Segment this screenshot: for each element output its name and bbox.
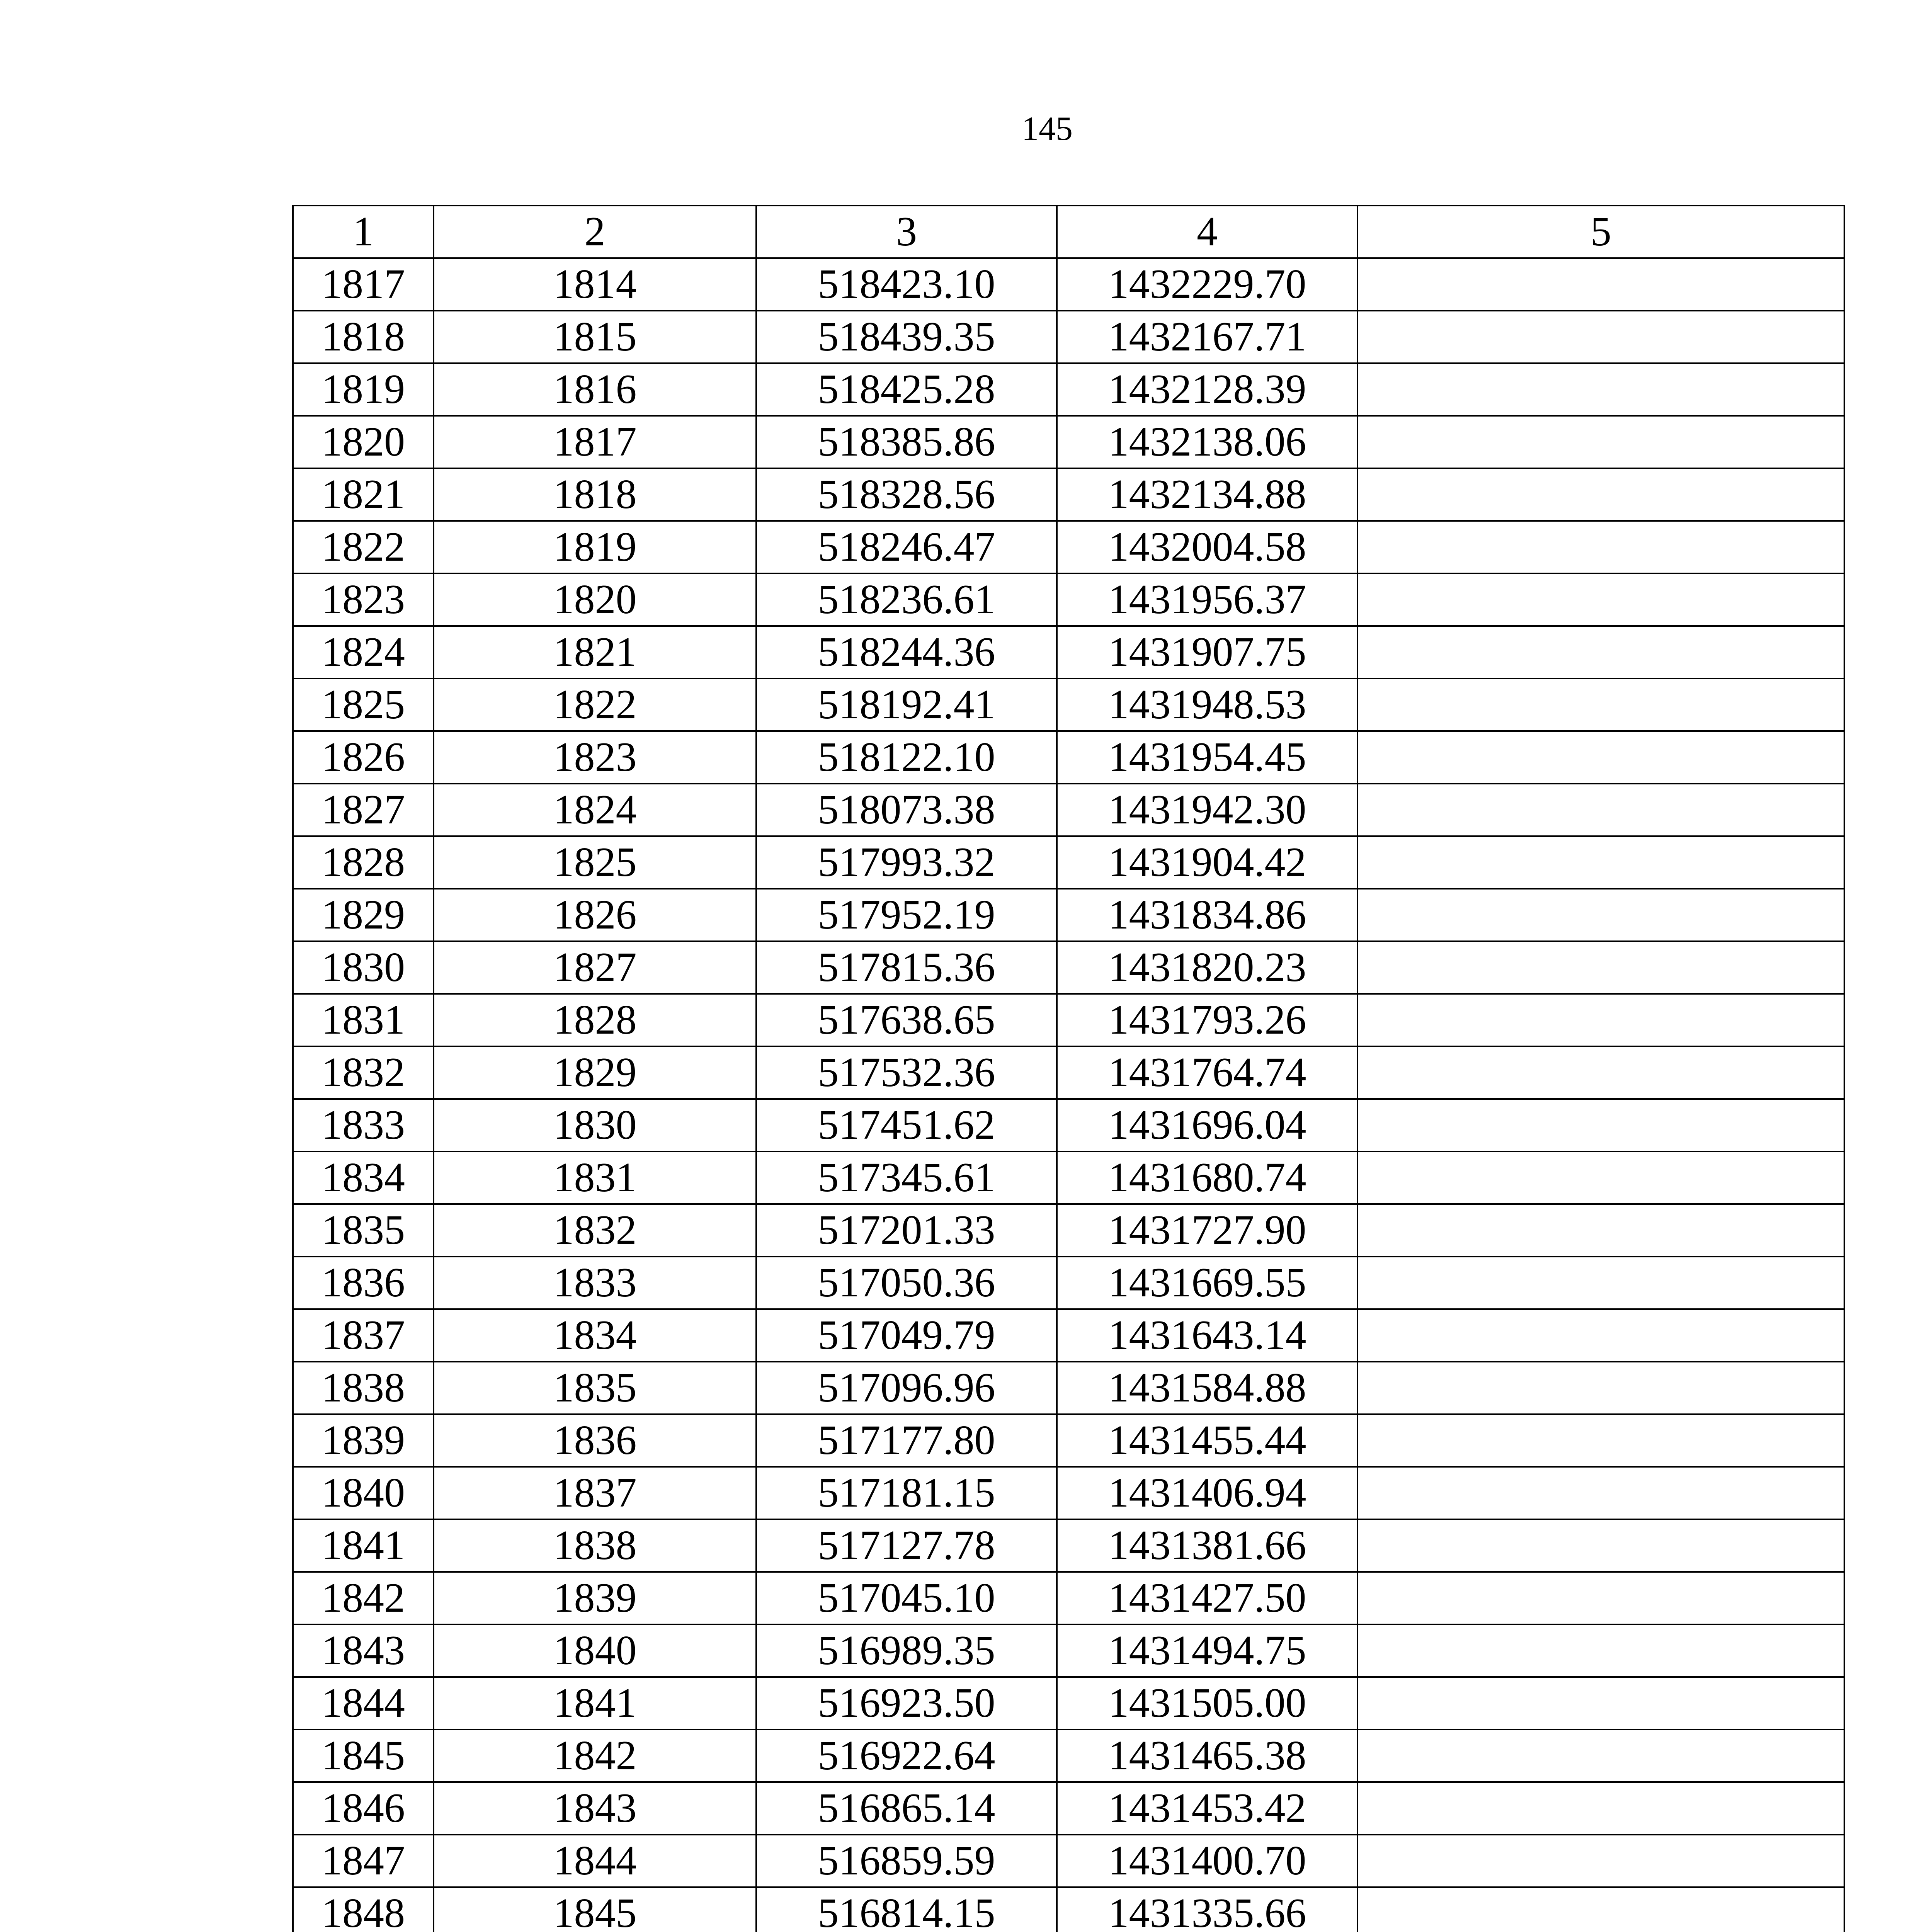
table-cell-col-2: 1816 <box>434 363 756 416</box>
table-cell-col-4: 1431834.86 <box>1057 889 1357 941</box>
table-cell-col-5 <box>1357 573 1844 626</box>
table-cell-col-1: 1832 <box>293 1046 434 1099</box>
table-cell-col-4: 1431455.44 <box>1057 1414 1357 1467</box>
table-cell-col-5 <box>1357 1257 1844 1309</box>
table-cell-col-1: 1827 <box>293 784 434 836</box>
table-row <box>293 1887 1844 1932</box>
table-row <box>293 1624 1844 1677</box>
header-row <box>293 206 1844 258</box>
table-cell-col-5 <box>1357 1414 1844 1467</box>
table-cell-col-2: 1838 <box>434 1519 756 1572</box>
table-cell-col-1: 1836 <box>293 1257 434 1309</box>
table-cell-col-4: 1432004.58 <box>1057 521 1357 573</box>
table-cell-col-2: 1835 <box>434 1362 756 1414</box>
table-cell-col-3: 517177.80 <box>756 1414 1057 1467</box>
table-cell-col-2: 1815 <box>434 311 756 363</box>
table-row <box>293 679 1844 731</box>
table-cell-col-4: 1432167.71 <box>1057 311 1357 363</box>
column-header-1: 1 <box>293 206 434 258</box>
table-cell-col-3: 517993.32 <box>756 836 1057 889</box>
table-body <box>293 258 1844 1932</box>
table-row <box>293 994 1844 1046</box>
table-cell-col-2: 1839 <box>434 1572 756 1624</box>
table-cell-col-5 <box>1357 1309 1844 1362</box>
table-cell-col-5 <box>1357 1677 1844 1730</box>
table-row <box>293 1257 1844 1309</box>
table-cell-col-1: 1837 <box>293 1309 434 1362</box>
table-cell-col-2: 1818 <box>434 468 756 521</box>
table-cell-col-4: 1431400.70 <box>1057 1835 1357 1887</box>
table-cell-col-4: 1431584.88 <box>1057 1362 1357 1414</box>
table-cell-col-2: 1834 <box>434 1309 756 1362</box>
table-cell-col-3: 518246.47 <box>756 521 1057 573</box>
table-cell-col-3: 516814.15 <box>756 1887 1057 1932</box>
table-row <box>293 1204 1844 1257</box>
table-cell-col-4: 1431465.38 <box>1057 1730 1357 1782</box>
table-cell-col-1: 1835 <box>293 1204 434 1257</box>
table-cell-col-5 <box>1357 731 1844 784</box>
table-row <box>293 573 1844 626</box>
table-cell-col-3: 518073.38 <box>756 784 1057 836</box>
table-cell-col-1: 1818 <box>293 311 434 363</box>
table-cell-col-3: 517045.10 <box>756 1572 1057 1624</box>
table-cell-col-1: 1833 <box>293 1099 434 1151</box>
table-cell-col-4: 1431406.94 <box>1057 1467 1357 1519</box>
table-cell-col-1: 1846 <box>293 1782 434 1835</box>
table-row <box>293 521 1844 573</box>
table-row <box>293 1467 1844 1519</box>
table-cell-col-4: 1431948.53 <box>1057 679 1357 731</box>
table-cell-col-4: 1431453.42 <box>1057 1782 1357 1835</box>
table-cell-col-5 <box>1357 1624 1844 1677</box>
table-cell-col-5 <box>1357 1151 1844 1204</box>
table-row <box>293 1362 1844 1414</box>
table-cell-col-2: 1842 <box>434 1730 756 1782</box>
table-cell-col-2: 1831 <box>434 1151 756 1204</box>
table-cell-col-5 <box>1357 1099 1844 1151</box>
table-row <box>293 1151 1844 1204</box>
table-cell-col-4: 1431942.30 <box>1057 784 1357 836</box>
table-cell-col-1: 1840 <box>293 1467 434 1519</box>
table-cell-col-4: 1431643.14 <box>1057 1309 1357 1362</box>
table-cell-col-3: 517451.62 <box>756 1099 1057 1151</box>
table-cell-col-1: 1822 <box>293 521 434 573</box>
table-cell-col-2: 1814 <box>434 258 756 311</box>
table-cell-col-1: 1817 <box>293 258 434 311</box>
table-cell-col-3: 518425.28 <box>756 363 1057 416</box>
table-cell-col-3: 517638.65 <box>756 994 1057 1046</box>
table-cell-col-2: 1830 <box>434 1099 756 1151</box>
table-cell-col-2: 1832 <box>434 1204 756 1257</box>
table-cell-col-2: 1840 <box>434 1624 756 1677</box>
table-row <box>293 468 1844 521</box>
table-cell-col-1: 1843 <box>293 1624 434 1677</box>
table-cell-col-1: 1848 <box>293 1887 434 1932</box>
table-cell-col-4: 1431669.55 <box>1057 1257 1357 1309</box>
table-cell-col-4: 1431956.37 <box>1057 573 1357 626</box>
table-cell-col-5 <box>1357 994 1844 1046</box>
table-cell-col-1: 1826 <box>293 731 434 784</box>
table-cell-col-5 <box>1357 1782 1844 1835</box>
page-number: 145 <box>1022 110 1073 148</box>
table-cell-col-5 <box>1357 836 1844 889</box>
table-cell-col-4: 1431505.00 <box>1057 1677 1357 1730</box>
table-cell-col-2: 1819 <box>434 521 756 573</box>
table-cell-col-5 <box>1357 1887 1844 1932</box>
table-cell-col-4: 1431696.04 <box>1057 1099 1357 1151</box>
table-cell-col-4: 1431381.66 <box>1057 1519 1357 1572</box>
table-cell-col-5 <box>1357 941 1844 994</box>
table-cell-col-3: 517127.78 <box>756 1519 1057 1572</box>
table-cell-col-1: 1834 <box>293 1151 434 1204</box>
table-cell-col-4: 1431820.23 <box>1057 941 1357 994</box>
table-cell-col-2: 1833 <box>434 1257 756 1309</box>
table-cell-col-5 <box>1357 1519 1844 1572</box>
table-cell-col-4: 1431494.75 <box>1057 1624 1357 1677</box>
table-cell-col-3: 518236.61 <box>756 573 1057 626</box>
table-cell-col-1: 1828 <box>293 836 434 889</box>
table-cell-col-5 <box>1357 1204 1844 1257</box>
table-cell-col-1: 1820 <box>293 416 434 468</box>
table-row <box>293 1414 1844 1467</box>
table-cell-col-1: 1823 <box>293 573 434 626</box>
table-cell-col-2: 1844 <box>434 1835 756 1887</box>
table-cell-col-3: 516865.14 <box>756 1782 1057 1835</box>
table-cell-col-5 <box>1357 889 1844 941</box>
table-cell-col-4: 1431680.74 <box>1057 1151 1357 1204</box>
table-cell-col-5 <box>1357 416 1844 468</box>
table-cell-col-3: 517201.33 <box>756 1204 1057 1257</box>
column-header-4: 4 <box>1057 206 1357 258</box>
table-cell-col-1: 1831 <box>293 994 434 1046</box>
table-cell-col-3: 517345.61 <box>756 1151 1057 1204</box>
table-cell-col-5 <box>1357 1362 1844 1414</box>
table-cell-col-3: 518244.36 <box>756 626 1057 679</box>
table-cell-col-5 <box>1357 1046 1844 1099</box>
table-row <box>293 1835 1844 1887</box>
column-header-3: 3 <box>756 206 1057 258</box>
table-cell-col-3: 517049.79 <box>756 1309 1057 1362</box>
table-row <box>293 258 1844 311</box>
table-cell-col-5 <box>1357 679 1844 731</box>
table-row <box>293 311 1844 363</box>
table-cell-col-5 <box>1357 258 1844 311</box>
table-cell-col-1: 1842 <box>293 1572 434 1624</box>
table-row <box>293 1519 1844 1572</box>
table-cell-col-1: 1838 <box>293 1362 434 1414</box>
table-cell-col-4: 1432128.39 <box>1057 363 1357 416</box>
table-cell-col-3: 516859.59 <box>756 1835 1057 1887</box>
table-cell-col-2: 1836 <box>434 1414 756 1467</box>
table-cell-col-3: 517952.19 <box>756 889 1057 941</box>
table-cell-col-2: 1823 <box>434 731 756 784</box>
table-cell-col-4: 1432134.88 <box>1057 468 1357 521</box>
table-row <box>293 1099 1844 1151</box>
table-cell-col-1: 1819 <box>293 363 434 416</box>
table-cell-col-3: 516989.35 <box>756 1624 1057 1677</box>
table-cell-col-4: 1432229.70 <box>1057 258 1357 311</box>
table-row <box>293 1572 1844 1624</box>
table-cell-col-5 <box>1357 521 1844 573</box>
table-cell-col-4: 1431727.90 <box>1057 1204 1357 1257</box>
table-cell-col-4: 1431335.66 <box>1057 1887 1357 1932</box>
table-cell-col-2: 1820 <box>434 573 756 626</box>
table-cell-col-4: 1431904.42 <box>1057 836 1357 889</box>
table-cell-col-1: 1821 <box>293 468 434 521</box>
table-cell-col-3: 517532.36 <box>756 1046 1057 1099</box>
table-cell-col-2: 1843 <box>434 1782 756 1835</box>
table-cell-col-4: 1431793.26 <box>1057 994 1357 1046</box>
table-cell-col-1: 1825 <box>293 679 434 731</box>
table-row <box>293 941 1844 994</box>
table-cell-col-2: 1825 <box>434 836 756 889</box>
table-cell-col-4: 1432138.06 <box>1057 416 1357 468</box>
table-cell-col-5 <box>1357 1835 1844 1887</box>
table-cell-col-2: 1841 <box>434 1677 756 1730</box>
table-cell-col-1: 1841 <box>293 1519 434 1572</box>
table-header <box>293 206 1844 258</box>
table-cell-col-5 <box>1357 626 1844 679</box>
table-row <box>293 784 1844 836</box>
table-cell-col-5 <box>1357 468 1844 521</box>
table-row <box>293 1782 1844 1835</box>
table-cell-col-1: 1845 <box>293 1730 434 1782</box>
table-cell-col-2: 1845 <box>434 1887 756 1932</box>
table-row <box>293 416 1844 468</box>
table-cell-col-1: 1847 <box>293 1835 434 1887</box>
table-cell-col-3: 518423.10 <box>756 258 1057 311</box>
table-cell-col-3: 517096.96 <box>756 1362 1057 1414</box>
table-cell-col-3: 518439.35 <box>756 311 1057 363</box>
table-row <box>293 1730 1844 1782</box>
table-cell-col-3: 516923.50 <box>756 1677 1057 1730</box>
column-header-5: 5 <box>1357 206 1844 258</box>
table-cell-col-5 <box>1357 1467 1844 1519</box>
coordinates-table <box>292 205 1845 1932</box>
table-row <box>293 1046 1844 1099</box>
table-cell-col-4: 1431764.74 <box>1057 1046 1357 1099</box>
table-cell-col-2: 1828 <box>434 994 756 1046</box>
table-cell-col-2: 1817 <box>434 416 756 468</box>
table-cell-col-5 <box>1357 784 1844 836</box>
table-row <box>293 836 1844 889</box>
table-cell-col-2: 1821 <box>434 626 756 679</box>
table-cell-col-5 <box>1357 1572 1844 1624</box>
table-cell-col-3: 518328.56 <box>756 468 1057 521</box>
table-cell-col-4: 1431954.45 <box>1057 731 1357 784</box>
table-row <box>293 626 1844 679</box>
table-row <box>293 731 1844 784</box>
table-cell-col-4: 1431907.75 <box>1057 626 1357 679</box>
table-cell-col-1: 1824 <box>293 626 434 679</box>
table-row <box>293 363 1844 416</box>
table-cell-col-1: 1830 <box>293 941 434 994</box>
table-cell-col-2: 1837 <box>434 1467 756 1519</box>
table-cell-col-5 <box>1357 311 1844 363</box>
table-cell-col-2: 1822 <box>434 679 756 731</box>
table-cell-col-2: 1827 <box>434 941 756 994</box>
table-cell-col-2: 1829 <box>434 1046 756 1099</box>
table-cell-col-2: 1824 <box>434 784 756 836</box>
table-cell-col-3: 517050.36 <box>756 1257 1057 1309</box>
table-cell-col-5 <box>1357 1730 1844 1782</box>
table-row <box>293 889 1844 941</box>
table-cell-col-3: 517181.15 <box>756 1467 1057 1519</box>
table-cell-col-3: 516922.64 <box>756 1730 1057 1782</box>
table-cell-col-3: 517815.36 <box>756 941 1057 994</box>
table-cell-col-3: 518192.41 <box>756 679 1057 731</box>
table-cell-col-1: 1839 <box>293 1414 434 1467</box>
table-cell-col-4: 1431427.50 <box>1057 1572 1357 1624</box>
column-header-2: 2 <box>434 206 756 258</box>
table-cell-col-3: 518122.10 <box>756 731 1057 784</box>
table-cell-col-3: 518385.86 <box>756 416 1057 468</box>
table-cell-col-1: 1829 <box>293 889 434 941</box>
table-cell-col-1: 1844 <box>293 1677 434 1730</box>
table-row <box>293 1309 1844 1362</box>
table-row <box>293 1677 1844 1730</box>
table-cell-col-2: 1826 <box>434 889 756 941</box>
table-cell-col-5 <box>1357 363 1844 416</box>
